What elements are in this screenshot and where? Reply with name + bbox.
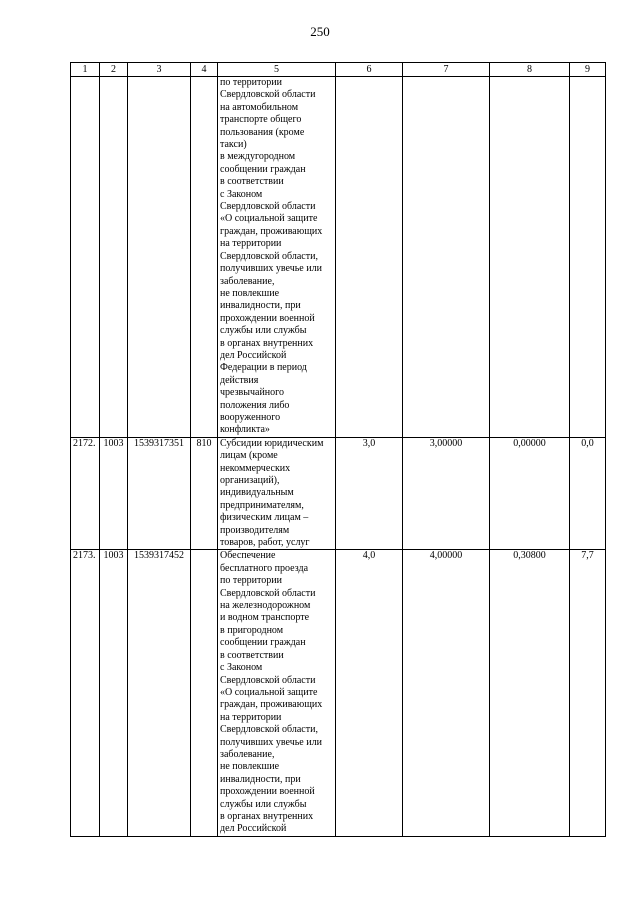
expense-type-code bbox=[191, 550, 218, 836]
budget-table bbox=[70, 62, 606, 837]
description: Субсидии юридическим лицам (кроме некоммерческих организаций), индивидуальным предпринимателям, физическим лицам – производителям товаров, работ, услуг bbox=[218, 437, 336, 550]
col-header-8: 8 bbox=[490, 63, 570, 77]
value-col-7: 3,00000 bbox=[403, 437, 490, 550]
col-header-5: 5 bbox=[218, 63, 336, 77]
section-code: 1003 bbox=[100, 437, 128, 550]
value-col-8: 0,00000 bbox=[490, 437, 570, 550]
section-code: 1003 bbox=[100, 550, 128, 836]
table-row bbox=[71, 77, 606, 438]
table-row bbox=[71, 437, 606, 550]
row-number: 2172. bbox=[71, 437, 100, 550]
expense-type-code: 810 bbox=[191, 437, 218, 550]
target-code bbox=[128, 77, 191, 438]
row-number: 2173. bbox=[71, 550, 100, 836]
value-col-8: 0,30800 bbox=[490, 550, 570, 836]
header-row bbox=[71, 63, 606, 77]
col-header-3: 3 bbox=[128, 63, 191, 77]
col-header-1: 1 bbox=[71, 63, 100, 77]
value-col-9 bbox=[570, 77, 606, 438]
section-code bbox=[100, 77, 128, 438]
value-col-9: 0,0 bbox=[570, 437, 606, 550]
col-header-2: 2 bbox=[100, 63, 128, 77]
target-code: 1539317351 bbox=[128, 437, 191, 550]
value-col-8 bbox=[490, 77, 570, 438]
col-header-7: 7 bbox=[403, 63, 490, 77]
value-col-7 bbox=[403, 77, 490, 438]
table-row bbox=[71, 550, 606, 836]
description: по территории Свердловской области на автомобильном транспорте общего пользования (кроме такси) в междугородном сообщении граждан в соответствии с Законом Свердловской области «О социальной защите граждан, проживающих на территории Свердловской области, получивших увечье или заболевание, не повлекшие инвалидности, при прохождении военной службы или службы в органах внутренних дел Российской Федерации в период действия чрезвычайного положения либо вооруженного конфликта» bbox=[218, 77, 336, 438]
col-header-6: 6 bbox=[336, 63, 403, 77]
description: Обеспечение бесплатного проезда по территории Свердловской области на железнодорожном и водном транспорте в пригородном сообщении граждан в соответствии с Законом Свердловской области «О социальной защите граждан, проживающих на территории Свердловской области, получивших увечье или заболевание, не повлекшие инвалидности, при прохождении военной службы или службы в органах внутренних дел Российской bbox=[218, 550, 336, 836]
expense-type-code bbox=[191, 77, 218, 438]
col-header-4: 4 bbox=[191, 63, 218, 77]
value-col-9: 7,7 bbox=[570, 550, 606, 836]
row-number bbox=[71, 77, 100, 438]
value-col-6: 4,0 bbox=[336, 550, 403, 836]
value-col-6: 3,0 bbox=[336, 437, 403, 550]
col-header-9: 9 bbox=[570, 63, 606, 77]
value-col-7: 4,00000 bbox=[403, 550, 490, 836]
value-col-6 bbox=[336, 77, 403, 438]
target-code: 1539317452 bbox=[128, 550, 191, 836]
page-number: 250 bbox=[310, 24, 330, 39]
